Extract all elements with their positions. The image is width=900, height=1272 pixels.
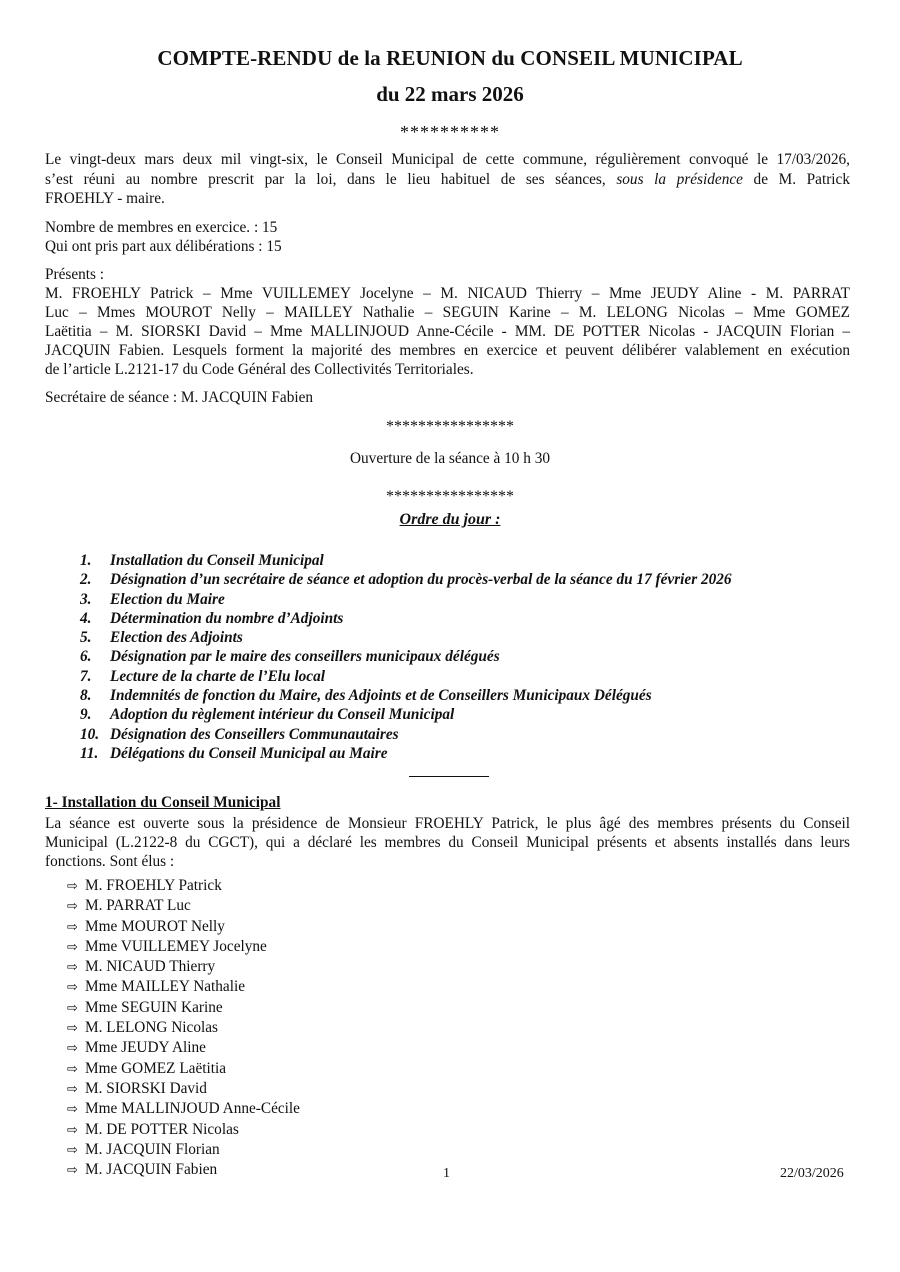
agenda-item-label: Désignation d’un secrétaire de séance et adoption du procès-verbal de la séance du 17 février 2026 xyxy=(110,571,732,589)
elected-member-name: M. DE POTTER Nicolas xyxy=(85,1120,239,1138)
section-1-line-3: fonctions. Sont élus : xyxy=(45,853,175,870)
arrow-right-icon: ⇨ xyxy=(67,1061,78,1077)
opening-time: Ouverture de la séance à 10 h 30 xyxy=(349,450,551,467)
elected-member xyxy=(67,977,300,997)
elected-member xyxy=(67,896,300,916)
agenda-item xyxy=(80,647,732,666)
agenda-item xyxy=(80,590,732,609)
elected-member-name: M. SIORSKI David xyxy=(85,1079,207,1097)
agenda-item-number: 9. xyxy=(80,706,92,724)
agenda-item-number: 11. xyxy=(80,744,99,762)
presents-line-4: JACQUIN Fabien. Lesquels forment la majorité des membres en exercice et peuvent délibérer valablement en exécution xyxy=(45,342,850,359)
arrow-right-icon: ⇨ xyxy=(67,1041,78,1057)
elected-member-name: M. PARRAT Luc xyxy=(85,897,191,915)
arrow-right-icon: ⇨ xyxy=(67,879,78,894)
section-1-line-1: La séance est ouverte sous la présidence de Monsieur FROEHLY Patrick, le plus âgé des membres présents du Conseil xyxy=(45,815,850,832)
agenda-item-number: 1. xyxy=(80,552,92,569)
separator-stars: **************** xyxy=(386,488,514,505)
agenda-item-number: 6. xyxy=(80,648,92,666)
section-1-title: 1- Installation du Conseil Municipal xyxy=(45,794,281,811)
agenda-item-number: 5. xyxy=(80,629,92,647)
session-secretary: Secrétaire de séance : M. JACQUIN Fabien xyxy=(45,389,314,406)
arrow-right-icon: ⇨ xyxy=(67,1122,78,1138)
agenda-title: Ordre du jour : xyxy=(399,511,501,528)
elected-members-list xyxy=(67,876,300,1180)
elected-member xyxy=(67,1120,300,1140)
intro-italic: sous la présidence xyxy=(616,171,743,188)
agenda-item-label: Détermination du nombre d’Adjoints xyxy=(110,609,344,627)
agenda-item xyxy=(80,609,732,628)
participants-count: Qui ont pris part aux délibérations : 15 xyxy=(45,238,282,255)
intro-line-2 xyxy=(45,170,850,190)
agenda-item xyxy=(80,686,732,705)
elected-member-name: Mme MOUROT Nelly xyxy=(85,917,225,935)
section-1-line-2: Municipal (L.2122-8 du CGCT), qui a déclaré les membres du Conseil Municipal présents et absents installés dans leurs xyxy=(45,834,850,851)
footer-date: 22/03/2026 xyxy=(780,1166,844,1181)
agenda-item xyxy=(80,551,732,570)
arrow-right-icon: ⇨ xyxy=(67,1142,78,1158)
agenda-item-label: Désignation des Conseillers Communautaires xyxy=(110,725,399,743)
agenda-item xyxy=(80,725,732,744)
elected-member xyxy=(67,1160,300,1180)
intro-text: s’est réuni au nombre prescrit par la loi, dans le lieu habituel de ses séances, xyxy=(45,171,617,188)
elected-member xyxy=(67,937,300,957)
arrow-right-icon: ⇨ xyxy=(67,899,78,915)
agenda-item-label: Délégations du Conseil Municipal au Maire xyxy=(110,744,388,762)
elected-member-name: M. JACQUIN Florian xyxy=(85,1140,220,1158)
agenda-item-number: 7. xyxy=(80,667,92,685)
presents-line-5: de l’article L.2121-17 du Code Général des Collectivités Territoriales. xyxy=(45,361,474,378)
elected-member xyxy=(67,876,300,896)
separator-stars: **************** xyxy=(386,418,514,435)
agenda-item-label: Désignation par le maire des conseillers municipaux délégués xyxy=(110,648,500,666)
elected-member-name: M. FROEHLY Patrick xyxy=(85,877,222,894)
agenda-item-label: Installation du Conseil Municipal xyxy=(110,552,324,569)
agenda-item-number: 2. xyxy=(80,571,92,589)
document-date-title: du 22 mars 2026 xyxy=(376,82,524,106)
intro-line-3: FROEHLY - maire. xyxy=(45,190,165,207)
arrow-right-icon: ⇨ xyxy=(67,1000,78,1016)
elected-member xyxy=(67,1018,300,1038)
arrow-right-icon: ⇨ xyxy=(67,1021,78,1037)
elected-member-name: Mme JEUDY Aline xyxy=(85,1039,206,1057)
agenda-list xyxy=(80,551,732,763)
elected-member-name: M. NICAUD Thierry xyxy=(85,958,216,976)
elected-member xyxy=(67,1099,300,1119)
arrow-right-icon: ⇨ xyxy=(67,980,78,996)
agenda-item xyxy=(80,667,732,686)
elected-member xyxy=(67,1140,300,1160)
agenda-item-label: Lecture de la charte de l’Elu local xyxy=(110,667,325,685)
elected-member xyxy=(67,957,300,977)
intro-text: de M. Patrick xyxy=(742,171,850,188)
presents-line-3: Laëtitia – M. SIORSKI David – Mme MALLINJOUD Anne-Cécile - MM. DE POTTER Nicolas - JACQUIN Florian – xyxy=(45,323,850,340)
arrow-right-icon: ⇨ xyxy=(67,919,78,935)
elected-member xyxy=(67,917,300,937)
arrow-right-icon: ⇨ xyxy=(67,939,78,955)
agenda-item-label: Adoption du règlement intérieur du Conseil Municipal xyxy=(110,706,455,724)
agenda-item-number: 8. xyxy=(80,687,92,705)
presents-label: Présents : xyxy=(45,266,105,283)
agenda-item-label: Election du Maire xyxy=(110,590,225,608)
document-title: COMPTE-RENDU de la REUNION du CONSEIL MUNICIPAL xyxy=(157,46,743,70)
presents-line-1: M. FROEHLY Patrick – Mme VUILLEMEY Jocelyne – M. NICAUD Thierry – Mme JEUDY Aline - M. PARRAT xyxy=(45,285,850,302)
elected-member-name: Mme MAILLEY Nathalie xyxy=(85,978,246,996)
arrow-right-icon: ⇨ xyxy=(67,960,78,976)
section-divider xyxy=(409,776,489,777)
elected-member xyxy=(67,1079,300,1099)
elected-member-name: Mme SEGUIN Karine xyxy=(85,998,223,1016)
elected-member-name: M. LELONG Nicolas xyxy=(85,1019,218,1037)
agenda-item-label: Election des Adjoints xyxy=(110,629,243,647)
agenda-item-number: 3. xyxy=(80,590,92,608)
elected-member xyxy=(67,1038,300,1058)
elected-member-name: Mme MALLINJOUD Anne-Cécile xyxy=(85,1100,300,1118)
members-count: Nombre de membres en exercice. : 15 xyxy=(45,219,278,236)
presents-line-2: Luc – Mmes MOUROT Nelly – MAILLEY Nathalie – SEGUIN Karine – M. LELONG Nicolas – Mme GOMEZ xyxy=(45,304,850,321)
agenda-item xyxy=(80,628,732,647)
elected-member-name: Mme VUILLEMEY Jocelyne xyxy=(85,937,267,955)
agenda-item-label: Indemnités de fonction du Maire, des Adjoints et de Conseillers Municipaux Délégués xyxy=(110,687,652,705)
elected-member-name: M. JACQUIN Fabien xyxy=(85,1161,218,1179)
arrow-right-icon: ⇨ xyxy=(67,1102,78,1118)
separator-stars: ********** xyxy=(400,122,500,142)
agenda-item xyxy=(80,570,732,589)
arrow-right-icon: ⇨ xyxy=(67,1081,78,1097)
elected-member xyxy=(67,998,300,1018)
arrow-right-icon: ⇨ xyxy=(67,1163,78,1179)
agenda-item-number: 4. xyxy=(80,609,92,627)
elected-member xyxy=(67,1059,300,1079)
elected-member-name: Mme GOMEZ Laëtitia xyxy=(85,1059,227,1077)
agenda-item-number: 10. xyxy=(80,725,100,743)
agenda-item xyxy=(80,744,732,763)
intro-line-1: Le vingt-deux mars deux mil vingt-six, le Conseil Municipal de cette commune, régulièrement convoqué le 17/03/2026, xyxy=(45,151,850,168)
agenda-item xyxy=(80,705,732,724)
page-number: 1 xyxy=(443,1166,450,1181)
